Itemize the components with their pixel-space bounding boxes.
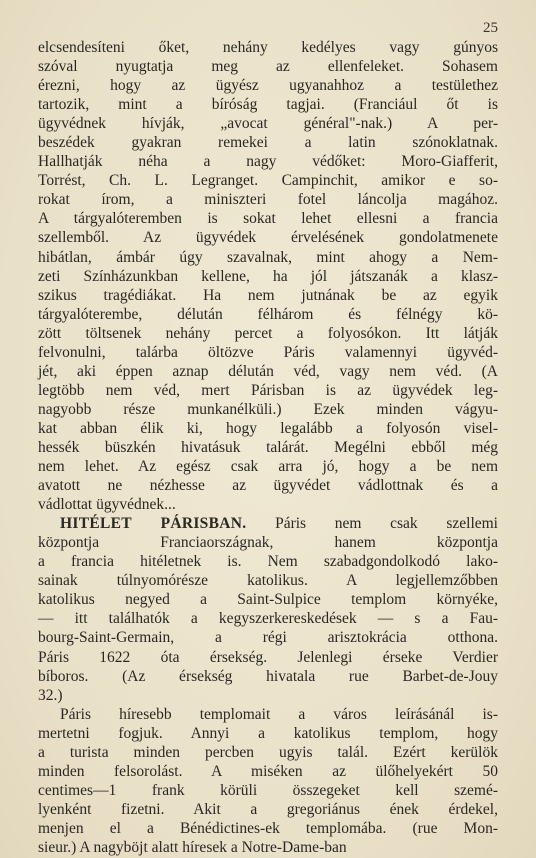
text-line: tartozik, mint a bíróság tagjai. (Franciául őt is — [38, 96, 498, 114]
text-line: sieur.) A nagyböjt alatt híresek a Notre-Dame-ban — [38, 838, 347, 856]
text-line: 32.) — [38, 686, 63, 704]
text-line: rokat írom, a miniszteri fotel láncolja magához. — [38, 191, 498, 209]
text-line: kat abban élik ki, hogy legalább a folyosón visel- — [38, 419, 498, 437]
text-line: Páris híresebb templomait a város leírásánál is- — [60, 705, 498, 723]
text-line: bourg-Saint-Germain, a régi arisztokrácia otthona. — [38, 629, 498, 647]
text-line: felvonulni, talárba öltözve Páris valamennyi ügyvéd- — [38, 343, 498, 361]
text-line: — itt találhatók a kegyszerkereskedések — s a Fau- — [38, 610, 498, 628]
text-line: központja Franciaországnak, hanem központja — [38, 534, 498, 552]
text-line: a francia hitéletnek is. Nem szabadgondolkodó lako- — [38, 553, 498, 571]
text-line: hessék büszkén hivatásuk talárát. Megélni ebből még — [38, 438, 498, 456]
text-line: vádlottat ügyvédnek... — [38, 496, 176, 514]
text-line: érezni, hogy az ügyész ugyanahhoz a testülethez — [38, 77, 498, 95]
text-line: legtöbb nem véd, mert Párisban is az ügyvédek leg- — [38, 381, 498, 399]
section-heading-line — [38, 514, 498, 533]
text-line: centimes—1 frank körüli összegeket kell szemé- — [38, 781, 498, 799]
text-line: nem lehet. Az egész csak arra jó, hogy a be nem — [38, 458, 498, 476]
text-line: beszédek gyakran remekei a latin szónoklatnak. — [38, 134, 498, 152]
text-line: szikus tragédiákat. Ha nem jutnának be az egyik — [38, 286, 498, 304]
page-body-text — [38, 38, 498, 857]
text-line: avatott ne nézhesse az ügyvédet vádlottnak és a — [38, 477, 498, 495]
text-line: zeti Színházunkban kellene, ha jól játszanák a klasz- — [38, 267, 498, 285]
text-line: menjen el a Bénédictines-ek templomába. (rue Mon- — [38, 819, 498, 837]
text-line: Hallhatják néha a nagy védőket: Moro-Giafferit, — [38, 153, 498, 171]
text-line: jét, aki éppen aznap délután véd, vagy nem véd. (A — [38, 362, 498, 380]
text-line: sainak túlnyomórésze katolikus. A legjellemzőbben — [38, 572, 498, 590]
text-line: bíboros. (Az érsekség hivatala rue Barbet-de-Jouy — [38, 667, 498, 685]
text-line: a turista minden percben ugyis talál. Ezért kerülök — [38, 743, 498, 761]
text-line: szóval nyugtatja meg az ellenfeleket. Sohasem — [38, 58, 498, 76]
text-line: nagyobb része munkanélküli.) Ezek minden vágyu- — [38, 400, 498, 418]
section-heading-rest: Páris nem csak szellemi — [246, 515, 498, 533]
paragraph — [38, 38, 498, 514]
text-line: lyenként fizetni. Akit a gregoriánus ének érdekel, — [38, 800, 498, 818]
page-number: 25 — [483, 20, 498, 36]
paragraph — [38, 514, 498, 704]
text-line: zött töltsenek nehány percet a folyosókon. Itt látják — [38, 324, 498, 342]
text-line: ügyvédnek hívják, „avocat général"-nak.) A per- — [38, 115, 498, 133]
text-line: szellemből. Az ügyvédek érvelésének gondolatmenete — [38, 229, 498, 247]
text-line: minden felsorolást. A miséken az ülőhelyekért 50 — [38, 762, 498, 780]
text-line: katolikus negyed a Saint-Sulpice templom környéke, — [38, 591, 498, 609]
text-line: elcsendesíteni őket, nehány kedélyes vagy gúnyos — [38, 39, 498, 56]
text-line: Torrést, Ch. L. Legranget. Campinchit, amikor e so- — [38, 172, 498, 190]
text-line: hibátlan, ámbár úgy szavalnak, mint ahogy a Nem- — [38, 248, 498, 266]
section-heading: HITÉLET PÁRISBAN. — [60, 515, 247, 533]
text-line: Páris 1622 óta érsekség. Jelenlegi érseke Verdier — [38, 648, 498, 666]
text-line: tárgyalóterembe, délután félhárom és félnégy kö- — [38, 305, 498, 323]
text-line: mertetni fogjuk. Annyi a katolikus templom, hogy — [38, 724, 498, 742]
text-line: A tárgyalóteremben is sokat lehet ellesni a francia — [38, 210, 498, 228]
paragraph — [38, 705, 498, 857]
